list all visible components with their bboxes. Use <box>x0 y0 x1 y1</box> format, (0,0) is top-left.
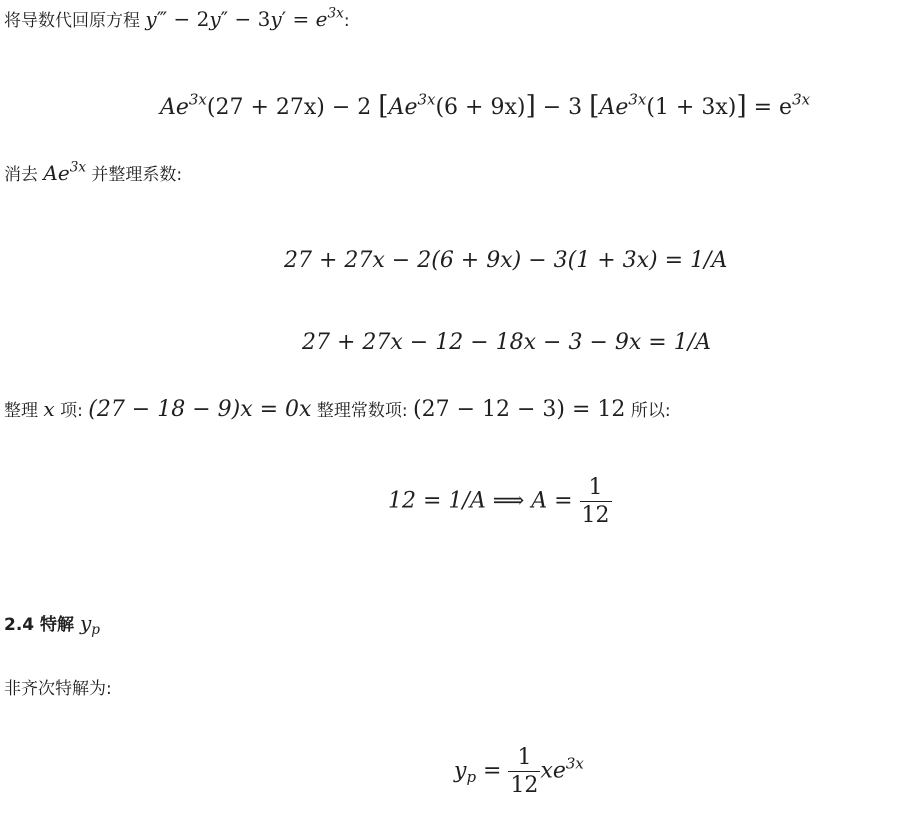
term-text: 项: <box>60 401 83 421</box>
therefore-text: 所以: <box>630 401 671 421</box>
collect-terms-line <box>4 396 671 422</box>
equals: = <box>286 7 316 31</box>
exponent: 3x <box>565 754 584 773</box>
fraction-bar <box>508 771 540 772</box>
Ae-term: Ae <box>43 161 70 185</box>
xe-term: xe <box>540 758 566 784</box>
right-bracket: ] <box>736 90 747 121</box>
particular-intro-line <box>4 674 112 699</box>
y-var: y <box>454 758 467 784</box>
eq-exponent: 3x <box>188 90 207 109</box>
triple-prime: ‴ <box>156 7 168 31</box>
eliminate-line <box>4 160 182 185</box>
eq-term: (6 + 9x) <box>435 95 526 120</box>
term-minus-2: − 2 <box>167 7 210 31</box>
subscript: p <box>466 768 477 787</box>
x-var: x <box>43 397 55 421</box>
eq-text: 27 + 27x − 12 − 18x − 3 − 9x = 1/A <box>302 330 712 355</box>
fraction-bar <box>580 501 612 502</box>
section-heading <box>4 610 100 639</box>
heading-text: 2.4 特解 <box>4 615 75 635</box>
exponent: 3x <box>69 159 87 176</box>
eq-exponent: 3x <box>628 90 647 109</box>
collect-text: 整理 <box>4 401 38 421</box>
arrange-text: 并整理系数: <box>91 165 183 185</box>
eq-term: (27 + 27x) − 2 <box>206 95 372 120</box>
x-coefficient-eq: (27 − 18 − 9)x = 0x <box>88 397 312 422</box>
substituted-equation <box>160 90 810 121</box>
particular-solution-equation <box>454 746 584 797</box>
constant-text: 整理常数项: <box>316 401 408 421</box>
fraction-numerator: 1 <box>517 745 532 770</box>
constant-eq: (27 − 12 − 3) = 12 <box>413 397 626 422</box>
prime: ′ <box>281 7 287 31</box>
eq-term: − 3 <box>535 95 583 120</box>
eq-exponent: 3x <box>792 90 811 109</box>
double-prime: ″ <box>220 7 229 31</box>
eq-term: Ae <box>160 95 189 120</box>
exponent: 3x <box>327 5 344 22</box>
fraction <box>508 746 540 797</box>
expanded-equation <box>302 330 711 355</box>
eq-text: 12 = 1/A ⟹ A = <box>388 488 580 514</box>
term-minus-3: − 3 <box>228 7 271 31</box>
intro-line <box>4 6 350 31</box>
fraction-denominator: 12 <box>510 773 539 799</box>
colon: : <box>343 11 350 31</box>
eq-exponent: 3x <box>417 90 436 109</box>
intro-text: 将导数代回原方程 <box>4 11 140 31</box>
e-var: e <box>315 7 328 31</box>
equals: = <box>476 758 509 784</box>
heading-math <box>79 611 100 639</box>
eq-text: 27 + 27x − 2(6 + 9x) − 3(1 + 3x) = 1/A <box>284 248 728 273</box>
eq-term: (1 + 3x) <box>646 95 737 120</box>
fraction <box>580 476 612 527</box>
left-bracket: [ <box>378 90 389 121</box>
coefficient-equation <box>284 248 727 273</box>
fraction-denominator: 12 <box>581 503 610 529</box>
eq-term: Ae <box>599 95 629 120</box>
fraction-numerator: 1 <box>588 475 603 500</box>
particular-text: 非齐次特解为: <box>4 679 112 699</box>
subscript: p <box>91 622 100 639</box>
ode-inline <box>145 7 343 31</box>
y-var: y <box>145 7 157 31</box>
eliminate-term <box>43 161 86 185</box>
eq-term: = e <box>746 95 793 120</box>
y-var: y <box>209 7 221 31</box>
y-var: y <box>270 7 282 31</box>
y-var: y <box>79 611 92 635</box>
left-bracket: [ <box>589 90 600 121</box>
right-bracket: ] <box>525 90 536 121</box>
eq-term: Ae <box>388 95 418 120</box>
solve-A-equation <box>388 476 612 527</box>
eliminate-text: 消去 <box>4 165 38 185</box>
